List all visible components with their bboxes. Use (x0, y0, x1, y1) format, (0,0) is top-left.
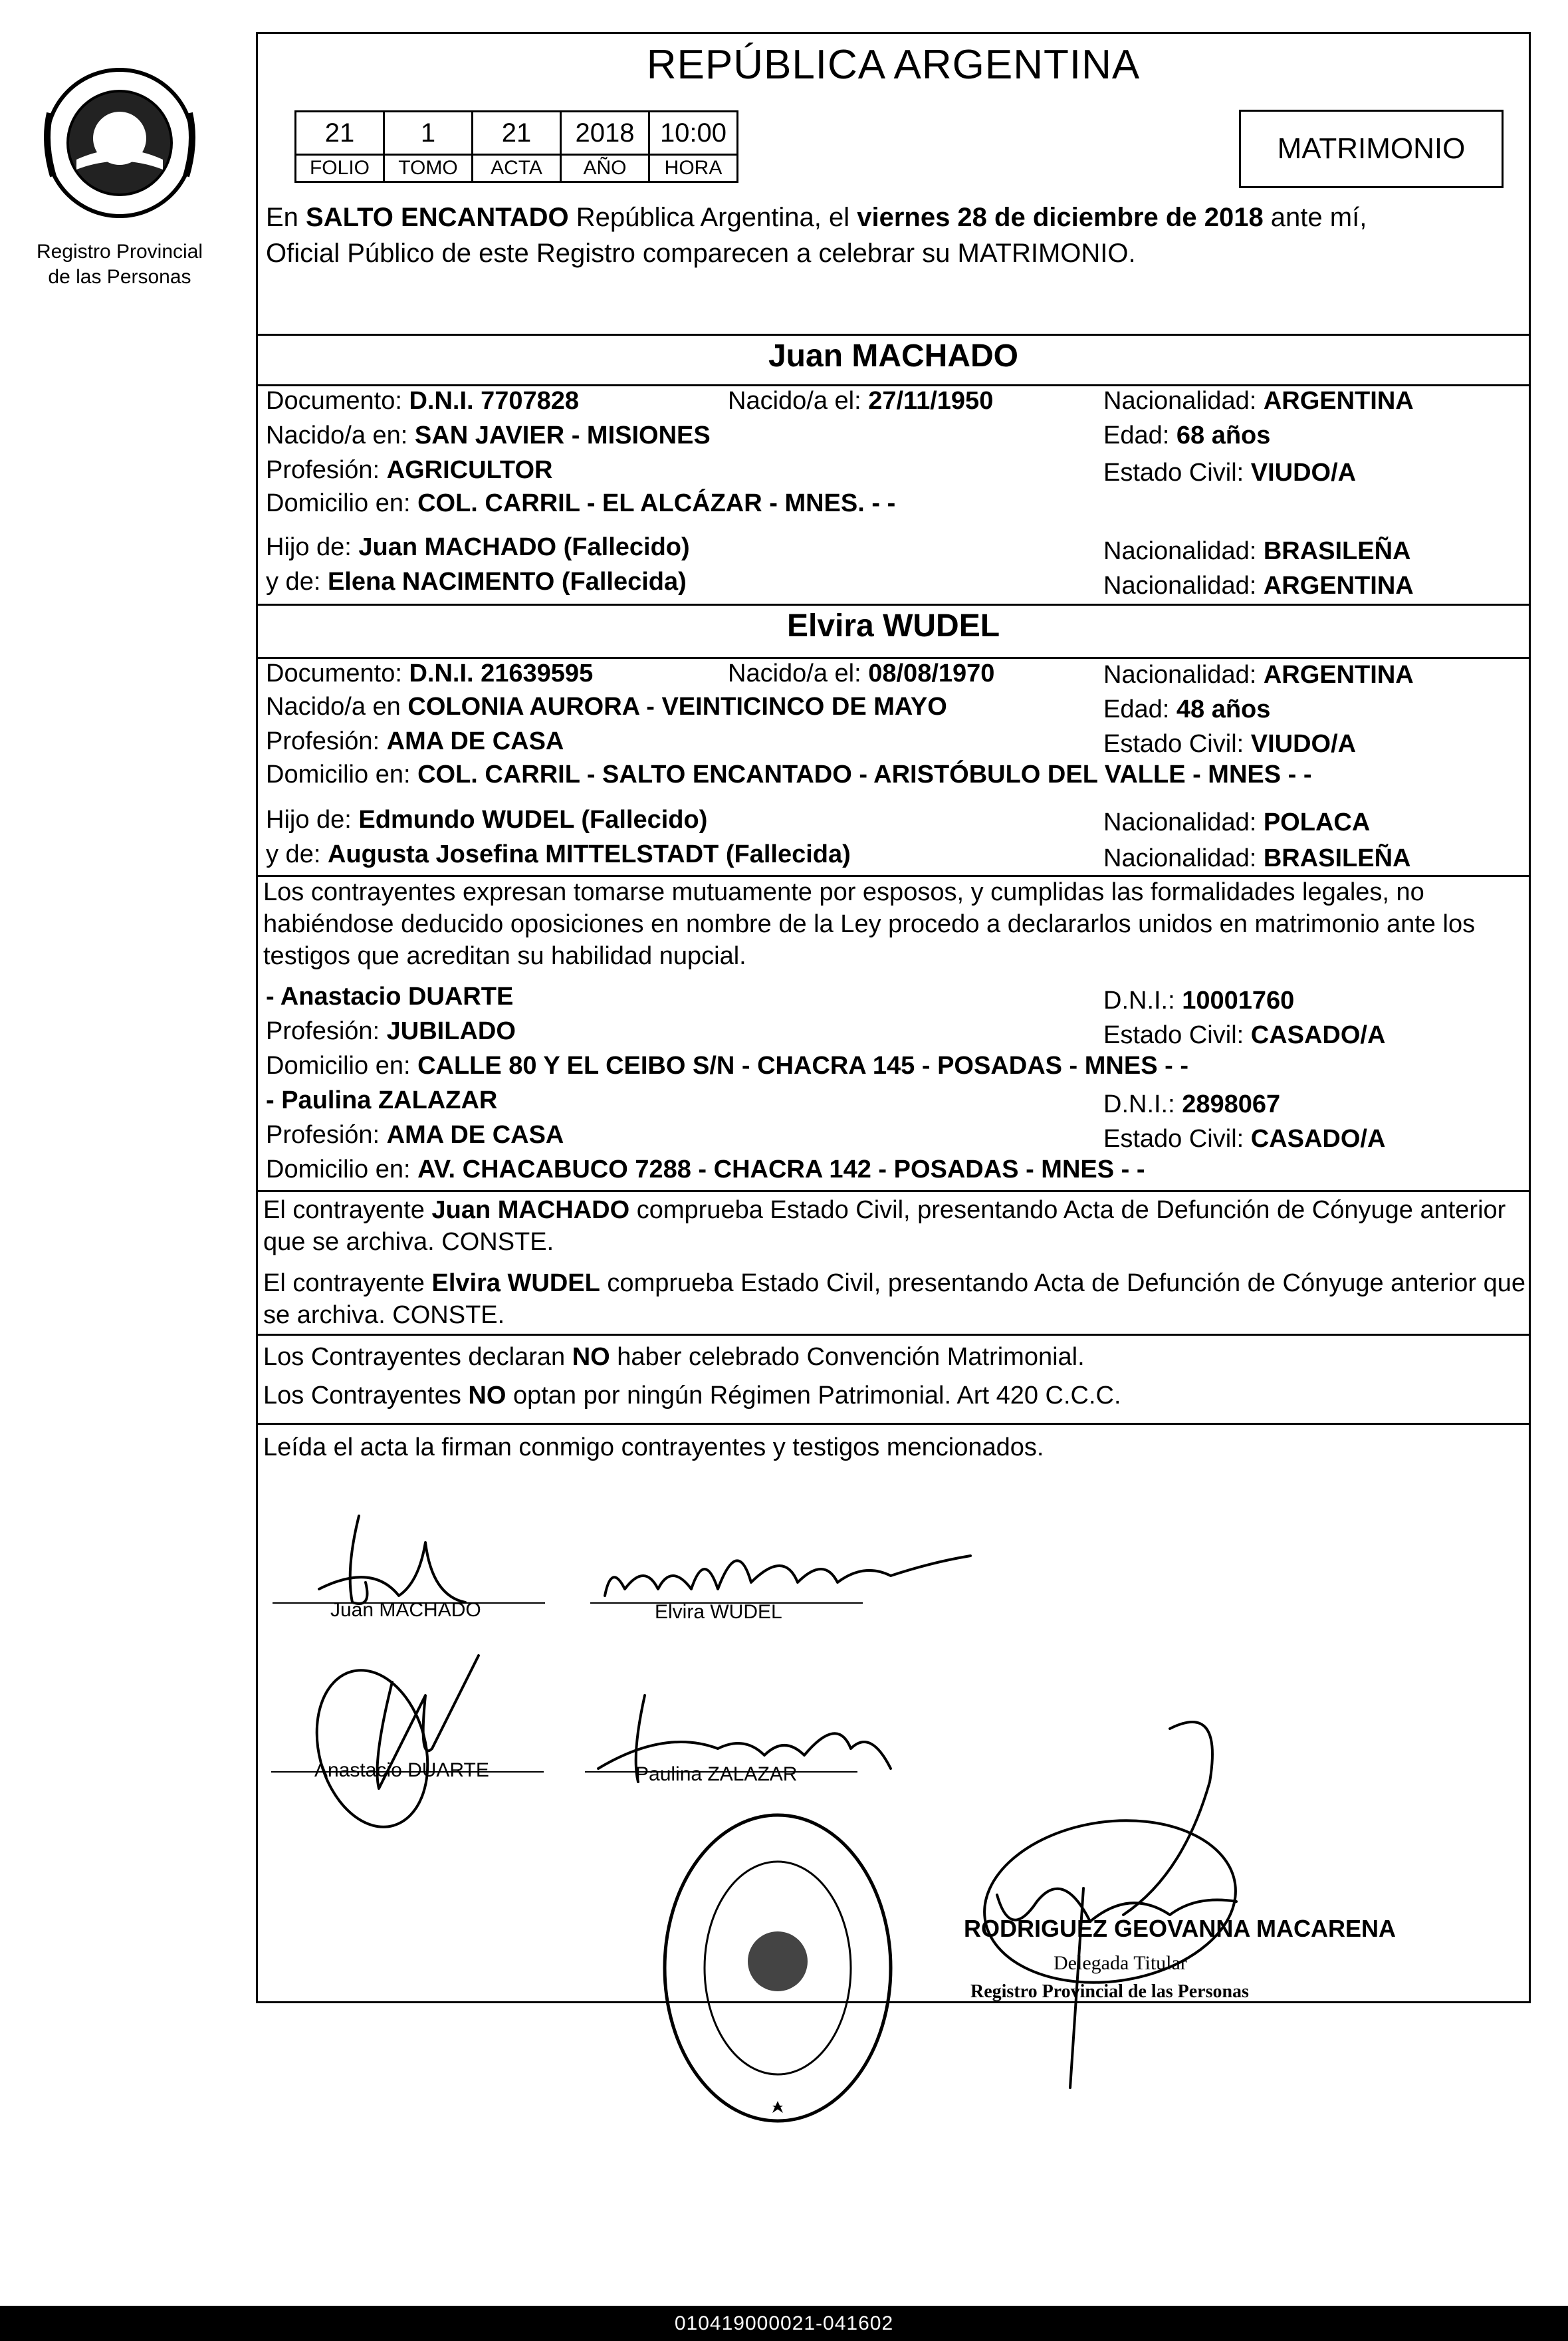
bride-civil-status (1103, 730, 1356, 759)
groom-mother (266, 568, 687, 596)
groom-mother-name: Elena NACIMENTO (Fallecida) (327, 568, 687, 596)
bride-mother (266, 840, 851, 869)
acta-label: ACTA (473, 155, 561, 182)
note-text: comprueba Estado Civil, presentando Acta de Defunción de Cónyuge anterior que se archiva. CONSTE. (263, 1196, 1506, 1256)
groom-place: SAN JAVIER - MISIONES (414, 422, 711, 449)
label: Estado Civil: (1103, 1125, 1251, 1153)
label: Nacionalidad: (1103, 808, 1264, 836)
bride-nationality (1103, 661, 1414, 689)
divider (256, 604, 1531, 606)
closing-line: Leída el acta la firman conmigo contrayentes y testigos mencionados. (263, 1433, 1044, 1461)
groom-nationality (1103, 387, 1414, 416)
document-code-bar: 010419000021-041602 (0, 2306, 1568, 2341)
signature-name-bride: Elvira WUDEL (655, 1601, 782, 1623)
label: Documento: (266, 387, 409, 415)
label: Documento: (266, 660, 409, 687)
groom-name-title: Juan MACHADO (768, 338, 1018, 374)
witness2-profession (266, 1121, 564, 1150)
witness1-name (266, 983, 513, 1011)
divider (256, 1423, 1531, 1425)
witness2-name (266, 1086, 497, 1115)
logo-caption (13, 239, 226, 290)
label: Nacido/a el: (728, 387, 869, 415)
bride-dni: D.N.I. 21639595 (409, 660, 594, 687)
note-name: Elvira WUDEL (431, 1269, 600, 1297)
label: Profesión: (266, 727, 387, 755)
label: Edad: (1103, 695, 1176, 723)
province-seal-logo (37, 60, 203, 226)
label: Nacionalidad: (1103, 844, 1264, 872)
groom-mother-nat: ARGENTINA (1263, 572, 1414, 600)
witness1-name-value: - Anastacio DUARTE (266, 983, 514, 1011)
label: Nacido/a el: (728, 660, 869, 687)
intro-text: República Argentina, el (568, 203, 857, 232)
tomo-value: 1 (384, 112, 473, 155)
official-stamp (658, 1808, 897, 2128)
label: Estado Civil: (1103, 1021, 1251, 1049)
note-text: comprueba Estado Civil, presentando Acta de Defunción de Cónyuge anterior que se archiva. CONSTE. (263, 1269, 1525, 1329)
folio-label: FOLIO (296, 155, 384, 182)
groom-address (266, 489, 895, 518)
label: Hijo de: (266, 533, 359, 561)
official-name: RODRIGUEZ GEOVANNA MACARENA (964, 1915, 1397, 1942)
intro-date: viernes 28 de diciembre de 2018 (857, 203, 1264, 232)
groom-nat: ARGENTINA (1263, 387, 1414, 415)
bride-father (266, 806, 707, 834)
label: Nacido/a en: (266, 422, 415, 449)
groom-profession (266, 456, 552, 485)
convention-line1 (263, 1343, 1085, 1372)
note-groom (263, 1194, 1529, 1258)
convention-line2 (263, 1382, 1121, 1410)
official-role: Delegada Titular (1054, 1952, 1187, 1974)
divider (256, 1334, 1531, 1336)
act-type-box: MATRIMONIO (1239, 110, 1504, 188)
groom-father (266, 533, 690, 562)
bride-born: 08/08/1970 (868, 660, 995, 687)
bride-document (266, 660, 593, 688)
label: Domicilio en: (266, 489, 418, 517)
bride-father-nationality (1103, 808, 1370, 837)
witness2-name-value: - Paulina ZALAZAR (266, 1086, 498, 1114)
label: Estado Civil: (1103, 730, 1251, 758)
label: Nacido/a en (266, 693, 408, 721)
conv-text: haber celebrado Convención Matrimonial. (610, 1343, 1085, 1371)
witness1-dni-value: 10001760 (1182, 987, 1295, 1015)
witness1-dni (1103, 987, 1294, 1015)
anio-value: 2018 (561, 112, 649, 155)
witness2-dni (1103, 1090, 1280, 1119)
conv-no: NO (468, 1382, 506, 1410)
label: D.N.I.: (1103, 987, 1182, 1015)
bride-mother-nat: BRASILEÑA (1263, 844, 1411, 872)
witness1-civil: CASADO/A (1250, 1021, 1386, 1049)
folio-value: 21 (296, 112, 384, 155)
bride-age (1103, 695, 1270, 724)
label: Nacionalidad: (1103, 537, 1264, 565)
acta-value: 21 (473, 112, 561, 155)
label: Edad: (1103, 422, 1176, 449)
groom-dni: D.N.I. 7707828 (409, 387, 580, 415)
page-title: REPÚBLICA ARGENTINA (646, 42, 1141, 88)
signature-name-groom: Juan MACHADO (330, 1599, 481, 1621)
intro-line2: Oficial Público de este Registro comparecen a celebrar su MATRIMONIO. (266, 239, 1136, 268)
witness2-civil-status (1103, 1125, 1385, 1154)
declaration-paragraph: Los contrayentes expresan tomarse mutuamente por esposos, y cumplidas las formalidades legales, no habiéndose deducido oposiciones en nombre de la Ley procedo a declararlos unidos en matrimonio ante los testigos que acreditan su habilidad nupcial. (263, 878, 1476, 970)
label: Nacionalidad: (1103, 387, 1264, 415)
conv-text: optan por ningún Régimen Patrimonial. Art 420 C.C.C. (506, 1382, 1121, 1410)
logo-caption-line2: de las Personas (48, 266, 191, 288)
bride-prof: AMA DE CASA (386, 727, 564, 755)
note-bride (263, 1267, 1529, 1331)
intro-text: En (266, 203, 306, 232)
witness2-dom: AV. CHACABUCO 7288 - CHACRA 142 - POSADAS - MNES - - (417, 1156, 1145, 1183)
groom-civil: VIUDO/A (1250, 459, 1357, 487)
bride-civil: VIUDO/A (1250, 730, 1357, 758)
groom-birthplace (266, 422, 711, 450)
tomo-label: TOMO (384, 155, 473, 182)
divider (256, 334, 1531, 336)
hora-label: HORA (649, 155, 738, 182)
groom-mother-nationality (1103, 572, 1414, 600)
bride-address (266, 761, 1312, 789)
divider (256, 1190, 1531, 1192)
bride-profession (266, 727, 564, 756)
label: Estado Civil: (1103, 459, 1251, 487)
label: y de: (266, 840, 328, 868)
label: Profesión: (266, 1121, 387, 1149)
groom-age (1103, 422, 1270, 450)
witness1-civil-status (1103, 1021, 1385, 1050)
bride-birthplace (266, 693, 947, 721)
divider (256, 384, 1531, 386)
witness1-dom: CALLE 80 Y EL CEIBO S/N - CHACRA 145 - POSADAS - MNES - - (417, 1052, 1188, 1080)
groom-civil-status (1103, 459, 1356, 487)
groom-father-nationality (1103, 537, 1411, 566)
label: Domicilio en: (266, 761, 418, 789)
intro-paragraph (266, 199, 1522, 271)
note-text: El contrayente (263, 1269, 432, 1297)
conv-no: NO (572, 1343, 610, 1371)
bride-name-title: Elvira WUDEL (786, 608, 1000, 644)
witness1-profession (266, 1017, 516, 1046)
label: Nacionalidad: (1103, 572, 1264, 600)
conv-text: Los Contrayentes declaran (263, 1343, 572, 1371)
bride-mother-name: Augusta Josefina MITTELSTADT (Fallecida) (327, 840, 851, 868)
groom-document (266, 387, 579, 416)
witness2-dni-value: 2898067 (1182, 1090, 1281, 1118)
anio-label: AÑO (561, 155, 649, 182)
divider (256, 657, 1531, 659)
label: Profesión: (266, 456, 387, 484)
groom-born: 27/11/1950 (868, 387, 994, 415)
witness1-prof: JUBILADO (386, 1017, 516, 1045)
note-text: El contrayente (263, 1196, 432, 1224)
signature-name-witness2: Paulina ZALAZAR (635, 1763, 798, 1785)
note-name: Juan MACHADO (431, 1196, 630, 1224)
hora-value: 10:00 (649, 112, 738, 155)
bride-father-nat: POLACA (1263, 808, 1371, 836)
logo-caption-line1: Registro Provincial (36, 241, 203, 263)
signature-bride (585, 1523, 984, 1622)
bride-father-name: Edmundo WUDEL (Fallecido) (358, 806, 708, 834)
label: Nacionalidad: (1103, 661, 1264, 689)
groom-age-value: 68 años (1176, 422, 1271, 449)
registry-table (294, 110, 738, 183)
label: Profesión: (266, 1017, 387, 1045)
witness2-address (266, 1156, 1145, 1184)
witness2-civil: CASADO/A (1250, 1125, 1386, 1153)
official-office: Registro Provincial de las Personas (970, 1981, 1249, 2002)
bride-place: COLONIA AURORA - VEINTICINCO DE MAYO (407, 693, 947, 721)
bride-dom: COL. CARRIL - SALTO ENCANTADO - ARISTÓBULO DEL VALLE - MNES - - (417, 761, 1312, 789)
groom-father-name: Juan MACHADO (Fallecido) (358, 533, 690, 561)
bride-age-value: 48 años (1176, 695, 1271, 723)
groom-birthdate (728, 387, 993, 416)
witness2-prof: AMA DE CASA (386, 1121, 564, 1149)
label: Hijo de: (266, 806, 359, 834)
bride-nat: ARGENTINA (1263, 661, 1414, 689)
signature-witness1 (292, 1642, 518, 1842)
conv-text: Los Contrayentes (263, 1382, 469, 1410)
signature-name-witness1: Anastacio DUARTE (314, 1759, 489, 1781)
signature-official (957, 1702, 1316, 2101)
groom-prof: AGRICULTOR (386, 456, 553, 484)
label: Domicilio en: (266, 1052, 418, 1080)
bride-birthdate (728, 660, 994, 688)
intro-place: SALTO ENCANTADO (306, 203, 569, 232)
label: Domicilio en: (266, 1156, 418, 1183)
groom-dom: COL. CARRIL - EL ALCÁZAR - MNES. - - (417, 489, 896, 517)
witness1-address (266, 1052, 1188, 1080)
intro-text: ante mí, (1263, 203, 1367, 232)
groom-father-nat: BRASILEÑA (1263, 537, 1411, 565)
label: y de: (266, 568, 328, 596)
label: D.N.I.: (1103, 1090, 1182, 1118)
bride-mother-nationality (1103, 844, 1411, 873)
